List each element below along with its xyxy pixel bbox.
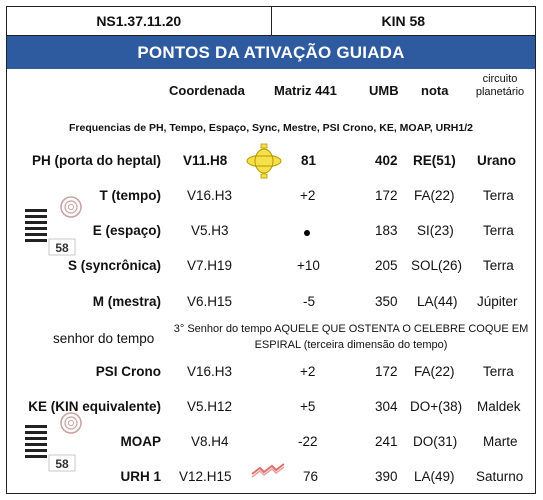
row-coord-m: V6.H15 [187,294,233,309]
kin-seal-icon-bottom [21,411,89,473]
row-planeta-t: Terra [483,188,514,203]
subtitle: Frequencias de PH, Tempo, Espaço, Sync, Mestre, PSI Crono, KE, MOAP, URH1/2 [69,122,473,134]
row-planeta-e: Terra [483,223,514,238]
row-umb-ke: 304 [375,399,398,414]
date-code: NS1.37.11.20 [7,7,272,35]
header-circuito-line1: circuito [482,73,518,85]
row-planeta-urh: Saturno [476,469,524,484]
row-nota-e: SI(23) [417,223,454,238]
row-coord-moap: V8.H4 [191,434,229,449]
row-umb-urh: 390 [375,469,398,484]
row-label-moap: MOAP [120,434,161,449]
row-label-ke: KE (KIN equivalente) [28,399,161,414]
row-nota-ke: DO+(38) [410,399,463,414]
row-nota-psi: FA(22) [414,364,455,379]
row-matriz-urh: 76 [303,469,319,484]
senhor-text-line2: ESPIRAL (terceira dimensão do tempo) [254,339,448,351]
row-nota-s: SOL(26) [411,258,463,273]
row-label-ph: PH (porta do heptal) [32,153,161,168]
row-umb-e: 183 [375,223,398,238]
row-nota-ph: RE(51) [413,153,456,168]
row-planeta-ph: Urano [477,153,517,168]
saturn-like-glyph-icon [244,142,284,180]
row-label-urh: URH 1 [120,469,161,484]
row-coord-urh: V12.H15 [179,469,232,484]
row-label-psi: PSI Crono [95,364,161,379]
row-planeta-ke: Maldek [477,399,521,414]
table-frame [6,6,536,494]
senhor-label: senhor do tempo [53,331,155,346]
header-circuito-line2: planetário [475,86,525,98]
row-coord-psi: V16.H3 [187,364,233,379]
row-coord-s: V7.H19 [187,258,233,273]
row-umb-t: 172 [375,188,398,203]
red-zigzag-glyph-icon [250,462,286,478]
row-matriz-m: -5 [303,294,316,309]
header-circuito [469,73,531,99]
row-umb-moap: 241 [375,434,398,449]
row-coord-t: V16.H3 [187,188,233,203]
header-matriz: Matriz 441 [274,83,337,98]
row-planeta-m: Júpiter [477,294,518,309]
row-coord-e: V5.H3 [191,223,229,238]
row-matriz-ph: 81 [301,153,317,168]
row-nota-m: LA(44) [417,294,458,309]
row-umb-ph: 402 [375,153,398,168]
row-umb-psi: 172 [375,364,398,379]
header-nota: nota [421,83,449,98]
header-coordenada: Coordenada [169,83,245,98]
row-matriz-t: +2 [300,188,316,203]
kin-number: KIN 58 [381,13,426,29]
row-label-m: M (mestra) [92,294,161,309]
kin-badge-top: 58 [55,241,69,255]
row-nota-moap: DO(31) [413,434,458,449]
row-label-t: T (tempo) [99,188,161,203]
page-title: PONTOS DA ATIVAÇÃO GUIADA [7,36,535,69]
top-header [7,7,535,36]
row-matriz-s: +10 [297,258,320,273]
senhor-text [173,321,529,353]
row-umb-s: 205 [375,258,398,273]
row-matriz-psi: +2 [300,364,316,379]
row-label-e: E (espaço) [92,223,161,238]
row-planeta-psi: Terra [483,364,514,379]
kin-badge-bottom: 58 [55,457,69,471]
row-coord-ke: V5.H12 [187,399,233,414]
senhor-text-line1: 3° Senhor do tempo AQUELE QUE OSTENTA O CELEBRE COQUE EM [173,323,529,335]
row-coord-ph: V11.H8 [183,153,228,168]
row-nota-t: FA(22) [414,188,455,203]
kin-seal-icon [21,195,89,257]
header-umb: UMB [369,83,399,98]
row-nota-urh: LA(49) [414,469,455,484]
row-umb-m: 350 [375,294,398,309]
row-planeta-s: Terra [483,258,514,273]
row-matriz-moap: -22 [298,434,318,449]
row-matriz-ke: +5 [300,399,316,414]
row-label-s: S (syncrônica) [67,258,161,273]
matriz-dot-icon [304,230,310,236]
row-planeta-moap: Marte [483,434,518,449]
